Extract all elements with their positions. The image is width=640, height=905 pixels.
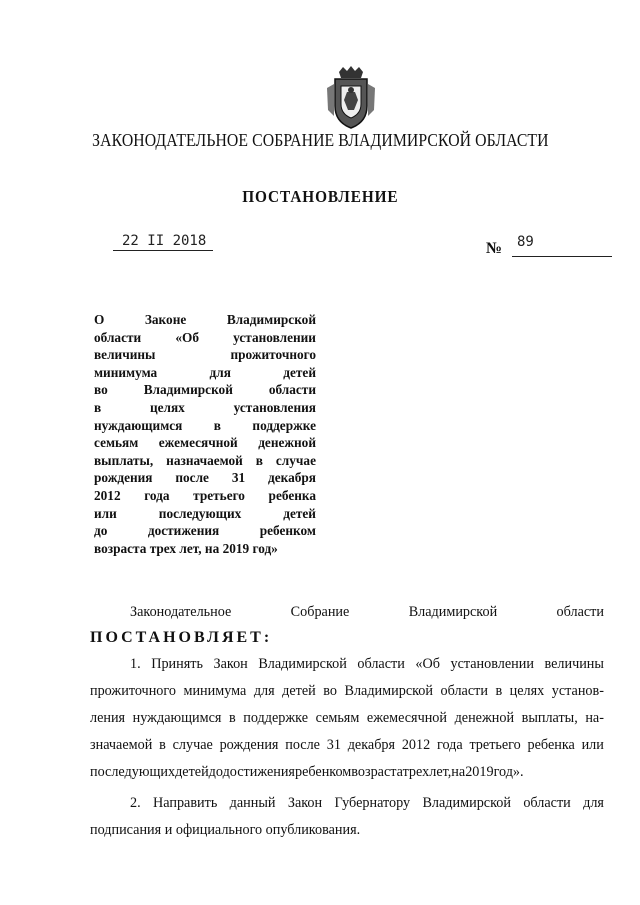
line-word: семьям [94, 435, 139, 451]
number-label: № [486, 240, 503, 257]
subject-line [94, 329, 316, 347]
line-word: в [94, 399, 102, 415]
line-word: возраста [351, 764, 403, 780]
document-date: 22 II 2018 [122, 233, 207, 249]
resolves-heading: ПОСТАНОВЛЯЕТ: [90, 629, 273, 646]
line-word: величины [94, 347, 156, 363]
document-subject [94, 311, 316, 557]
line-word: Направить [153, 795, 218, 811]
line-word: на- [585, 710, 604, 726]
line-word: Законе [144, 312, 187, 327]
line-word: области [268, 382, 316, 398]
line-word: последующих [90, 764, 176, 780]
line-word: минимума [183, 683, 247, 699]
line-word: рождения [219, 737, 279, 753]
subject-line [94, 452, 316, 470]
line-word: Губернатору [334, 795, 411, 811]
line-word: детей [283, 505, 316, 521]
line-word: ежемесячной [158, 435, 238, 451]
paragraph-line [90, 710, 604, 737]
preamble [90, 604, 604, 631]
line-word: во [94, 382, 108, 398]
resolution-item-2 [90, 795, 604, 849]
line-word: назначаемой [166, 452, 243, 468]
line-word: выплаты, [94, 452, 154, 468]
line-word: во [323, 683, 337, 699]
line-word: ребенка [527, 737, 575, 753]
paragraph-line [90, 795, 604, 822]
line-word: года [144, 487, 170, 503]
line-word: установлении [233, 329, 316, 345]
subject-line [94, 381, 316, 399]
line-word: в [159, 737, 166, 753]
line-word: установ- [551, 683, 604, 699]
subject-line [94, 311, 316, 329]
line-word: ежемесячной [366, 710, 447, 726]
subject-line [94, 505, 316, 523]
line-word: 31 [326, 737, 341, 753]
date-underline [113, 250, 213, 251]
line-word: декабря [268, 470, 316, 486]
paragraph-line [90, 737, 604, 764]
subject-line [94, 522, 316, 540]
line-word: денежной [454, 710, 515, 726]
preamble-word: области [556, 604, 604, 620]
line-word: в [255, 452, 263, 468]
line-word: Владимирской [422, 795, 511, 811]
line-word: до [208, 764, 223, 780]
line-word: после [175, 470, 209, 486]
paragraph-line [90, 822, 604, 849]
line-word: Владимирской [258, 656, 347, 672]
line-word: целях [509, 683, 545, 699]
line-word: случае [275, 452, 316, 468]
line-word: выплаты, [521, 710, 578, 726]
line-word: установления [233, 399, 316, 415]
document-type: ПОСТАНОВЛЕНИЕ [242, 187, 399, 206]
line-word: прожиточного [230, 347, 316, 363]
line-word: детей [175, 764, 209, 780]
line-word: прожиточного [90, 683, 176, 699]
line-word: области [357, 656, 405, 672]
line-word: 31 [231, 470, 246, 486]
line-word: возраста трех лет, на 2019 год» [94, 540, 278, 556]
line-word: лет, [429, 764, 452, 780]
subject-line [94, 417, 316, 435]
line-word: ребенком [259, 523, 316, 539]
line-word: или [581, 737, 604, 753]
line-word: в [213, 417, 221, 433]
line-word: достижения [147, 523, 220, 539]
line-word: Владимирской [344, 683, 433, 699]
document-body [90, 604, 604, 849]
line-word: Принять [151, 656, 203, 672]
line-word: ления [90, 710, 126, 726]
line-word: Закон [287, 795, 323, 811]
line-word: данный [229, 795, 276, 811]
line-word: области [440, 683, 488, 699]
line-word: достижения [222, 764, 295, 780]
line-word: 2012 [401, 737, 431, 753]
line-word: декабря [347, 737, 396, 753]
line-word: ребенка [268, 487, 316, 503]
preamble-word: Владимирской [408, 604, 498, 620]
subject-line [94, 346, 316, 364]
line-word: до [94, 523, 108, 539]
line-word: ребенком [294, 764, 352, 780]
line-word: 1. [130, 656, 141, 672]
line-word: случае [172, 737, 213, 753]
line-word: трех [402, 764, 430, 780]
line-word: третьего [193, 487, 245, 503]
subject-line [94, 540, 316, 558]
line-word: третьего [469, 737, 521, 753]
line-word: «Об [175, 329, 199, 345]
line-word: 2. [130, 795, 141, 811]
line-word: подписания и официального опубликования. [90, 822, 361, 838]
line-word: нуждающимся [94, 417, 183, 433]
document-number: 89 [517, 234, 534, 250]
line-word: в [228, 710, 236, 726]
line-word: величины [544, 656, 604, 672]
line-word: год». [493, 764, 524, 780]
line-word: детей [282, 683, 316, 699]
line-word: для [253, 683, 275, 699]
line-word: минимума [94, 364, 158, 380]
line-word: установлении [450, 656, 534, 672]
organization-title: ЗАКОНОДАТЕЛЬНОЕ СОБРАНИЕ ВЛАДИМИРСКОЙ ОБЛАСТИ [92, 130, 549, 150]
line-word: Владимирской [226, 312, 316, 327]
line-word: рождения [94, 470, 153, 486]
line-word: последующих [158, 505, 242, 521]
line-word: для [583, 795, 604, 811]
paragraph-line [90, 764, 604, 791]
line-word: Закон [213, 656, 248, 672]
line-word: поддержке [243, 710, 309, 726]
subject-line [94, 399, 316, 417]
subject-line [94, 364, 316, 382]
line-word: Владимирской [143, 382, 233, 398]
preamble-word: Собрание [290, 604, 350, 620]
subject-line [94, 469, 316, 487]
line-word: О [94, 312, 105, 327]
preamble-word: Законодательное [130, 604, 232, 620]
line-word: поддержке [252, 417, 316, 433]
subject-line [94, 487, 316, 505]
resolution-item-1 [90, 656, 604, 791]
line-word: значаемой [90, 737, 153, 753]
line-word: для [209, 364, 231, 380]
line-word: 2019 [465, 764, 494, 780]
line-word: целях [149, 399, 185, 415]
line-word: семьям [315, 710, 360, 726]
line-word: денежной [258, 435, 316, 451]
line-word: в [495, 683, 503, 699]
line-word: области [94, 329, 142, 345]
line-word: после [285, 737, 320, 753]
number-underline [512, 256, 612, 257]
line-word: 2012 [94, 487, 121, 503]
line-word: области [523, 795, 571, 811]
line-word: на [451, 764, 466, 780]
paragraph-line [90, 656, 604, 683]
coat-of-arms-icon [325, 66, 377, 130]
line-word: нуждающимся [132, 710, 222, 726]
line-word: «Об [415, 656, 440, 672]
line-word: или [94, 505, 117, 521]
line-word: года [436, 737, 463, 753]
subject-line [94, 434, 316, 452]
paragraph-line [90, 683, 604, 710]
line-word: детей [283, 364, 316, 380]
